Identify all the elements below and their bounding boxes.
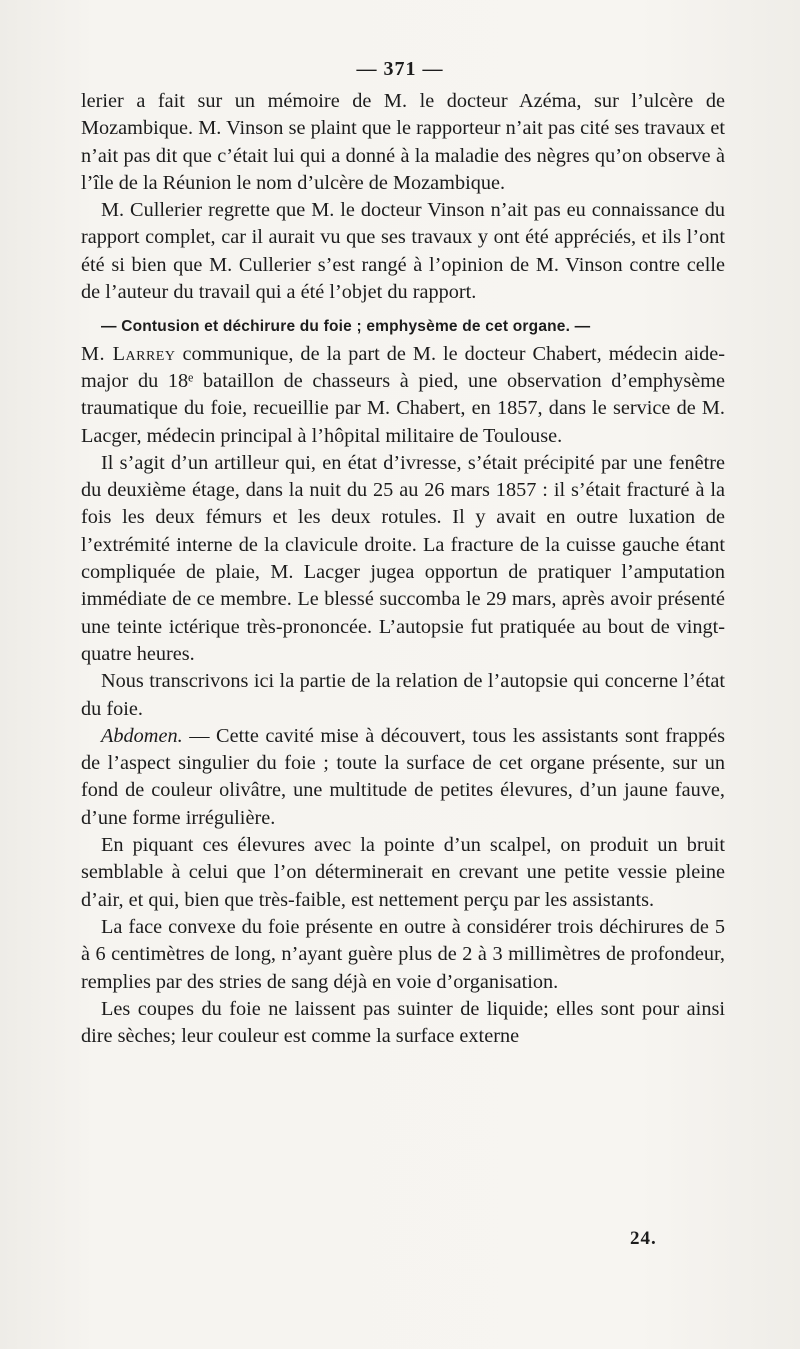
paragraph-8: La face convexe du foie présente en outre à considérer trois déchirures de 5 à 6 centimètres de long, n’ayant guère plus de 2 à 3 millimètres de profondeur, remplies par des stries de sang déjà en voie d’organisation. [81, 915, 725, 993]
paragraph-4: Il s’agit d’un artilleur qui, en état d’ivresse, s’était précipité par une fenêtre du deuxième étage, dans la nuit du 25 au 26 mars 1857 : il s’était fracturé à la fois les deux fémurs et les deux rotules. Il y avait en outre luxation de l’extrémité interne de la clavicule droite. La fracture de la cuisse gauche étant compliquée de plaie, M. Lacger jugea opportun de pratiquer l’amputation immédiate de ce membre. Le blessé succomba le 29 mars, après avoir présenté une teinte ictérique très-prononcée. L’autopsie fut pratiquée au bout de vingt-quatre heures. [81, 451, 725, 665]
paragraph-1: lerier a fait sur un mémoire de M. le docteur Azéma, sur l’ulcère de Mozambique. M. Vinson se plaint que le rapporteur n’ait pas cité ses travaux et n’ait pas dit que c’était lui qui a donné à la maladie des nègres qu’on observe à l’île de la Réunion le nom d’ulcère de Mozambique. [81, 90, 725, 194]
paragraph-6-text: — Cette cavité mise à découvert, tous les assistants sont frappés de l’aspect singulier du foie ; toute la surface de cet organe présente, sur un fond de couleur olivâtre, une multitude de petites élevures, d’un jaune fauve, d’une forme irrégulière. [81, 724, 725, 829]
paragraph-7: En piquant ces élevures avec la pointe d’un scalpel, on produit un bruit semblable à celui que l’on déterminerait en crevant une petite vessie pleine d’air, et qui, bien que très-faible, est nettement perçu par les assistants. [81, 834, 725, 911]
paragraph-3-text: communique, de la part de M. le docteur Chabert, médecin aide-major du 18ᵉ bataillon de chasseurs à pied, une observation d’emphysème traumatique du foie, recueillie par M. Chabert, en 1857, dans le service de M. Lacger, médecin principal à l’hôpital militaire de Toulouse. [81, 342, 725, 447]
author-name: M. Larrey [81, 342, 176, 365]
section-title: — Contusion et déchirure du foie ; emphysème de cet organe. — [101, 318, 591, 336]
paragraph-5: Nous transcrivons ici la partie de la relation de l’autopsie qui concerne l’état du foie. [81, 670, 725, 720]
paragraph-6 [81, 723, 725, 832]
signature-mark: 24. [630, 1228, 657, 1249]
paragraph-3 [81, 312, 725, 449]
page-number-header: — 371 — [356, 58, 444, 80]
body-text [81, 88, 725, 1050]
abdomen-label: Abdomen. [101, 724, 183, 747]
paragraph-2: M. Cullerier regrette que M. le docteur Vinson n’ait pas eu connaissance du rapport complet, car il aurait vu que ses travaux y ont été appréciés, et ils l’ont été si bien que M. Cullerier s’est rangé à l’opinion de M. Vinson contre celle de l’auteur du travail qui a été l’objet du rapport. [81, 199, 725, 304]
paragraph-9: Les coupes du foie ne laissent pas suinter de liquide; elles sont pour ainsi dire sèches; leur couleur est comme la surface externe [81, 997, 725, 1048]
